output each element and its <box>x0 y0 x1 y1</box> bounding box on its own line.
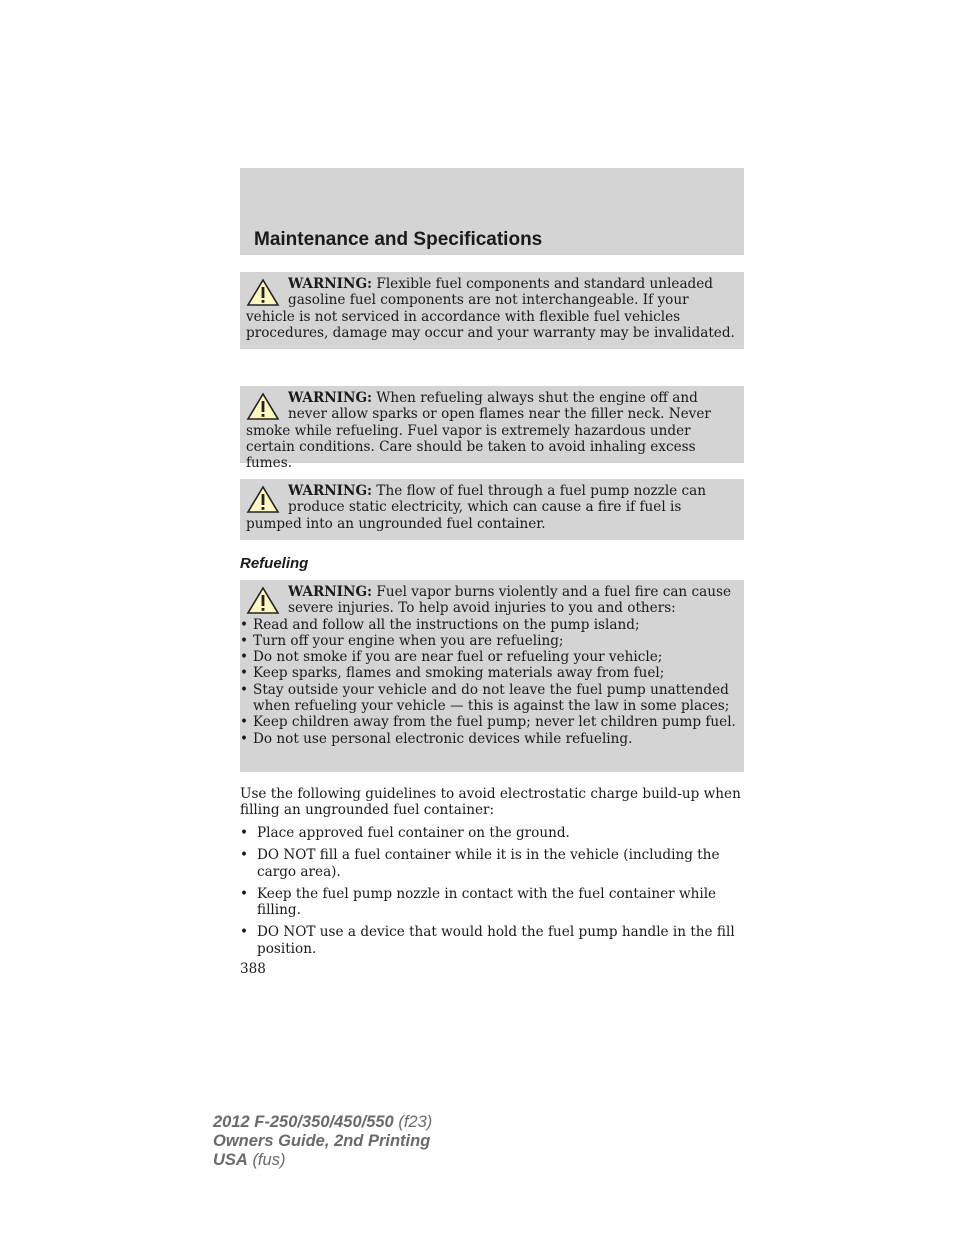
warning-text: When refueling always shut the engine off and never allow sparks or open flames near the filler neck. Never smoke while refueling. Fuel vapor is extremely hazardous under certain conditions. Care should be taken to avoid inhaling excess fumes. <box>246 390 711 472</box>
list-item: • Read and follow all the instructions on the pump island; <box>240 617 738 633</box>
list-item: • Keep sparks, flames and smoking materials away from fuel; <box>240 665 738 681</box>
footer-region: USA <box>213 1151 248 1169</box>
warning-box-3 <box>240 479 744 540</box>
warning-text: Fuel vapor burns violently and a fuel fire can cause severe injuries. To help avoid injuries to you and others: <box>288 584 731 617</box>
list-item: • Do not smoke if you are near fuel or refueling your vehicle; <box>240 649 738 665</box>
warning-box-4 <box>240 580 744 772</box>
warning-triangle-icon <box>246 392 280 422</box>
list-item: • DO NOT use a device that would hold the fuel pump handle in the fill position. <box>240 924 744 957</box>
list-item: • DO NOT fill a fuel container while it is in the vehicle (including the cargo area). <box>240 847 744 880</box>
warning-label: WARNING: <box>288 483 373 499</box>
section-title: Refueling <box>240 555 309 572</box>
list-item: • Turn off your engine when you are refueling; <box>240 633 738 649</box>
page-title: Maintenance and Specifications <box>254 229 543 250</box>
warning-triangle-icon <box>246 586 280 616</box>
list-item: • Keep children away from the fuel pump; never let children pump fuel. <box>240 714 738 730</box>
footer-edition: Owners Guide, 2nd Printing <box>213 1132 431 1150</box>
warning-label: WARNING: <box>288 584 373 600</box>
warning-label: WARNING: <box>288 390 373 406</box>
section-header <box>240 168 744 255</box>
guidelines-list <box>240 825 744 963</box>
warning-bullet-list <box>246 617 738 747</box>
footer-region-code: (fus) <box>252 1151 286 1169</box>
footer-model: 2012 F-250/350/450/550 <box>213 1113 394 1131</box>
page-number: 388 <box>240 961 266 977</box>
guidelines-intro: Use the following guidelines to avoid electrostatic charge build-up when filling an ungrounded fuel container: <box>240 786 741 819</box>
warning-box-2 <box>240 386 744 472</box>
warning-label: WARNING: <box>288 276 373 292</box>
warning-triangle-icon <box>246 485 280 515</box>
list-item: • Place approved fuel container on the ground. <box>240 825 744 841</box>
warning-triangle-icon <box>246 278 280 308</box>
footer <box>213 1113 432 1170</box>
list-item: • Stay outside your vehicle and do not leave the fuel pump unattended when refueling your vehicle — this is against the law in some places; <box>240 682 738 715</box>
warning-text: The flow of fuel through a fuel pump nozzle can produce static electricity, which can cause a fire if fuel is pumped into an ungrounded fuel container. <box>246 483 707 532</box>
warning-box-1 <box>240 272 744 349</box>
footer-model-code: (f23) <box>398 1113 433 1131</box>
list-item: • Do not use personal electronic devices while refueling. <box>240 731 738 747</box>
warning-text: Flexible fuel components and standard unleaded gasoline fuel components are not interchangeable. If your vehicle is not serviced in accordance with flexible fuel vehicles procedures, damage may occur and your warranty may be invalidated. <box>246 276 735 341</box>
list-item: • Keep the fuel pump nozzle in contact with the fuel container while filling. <box>240 886 744 919</box>
